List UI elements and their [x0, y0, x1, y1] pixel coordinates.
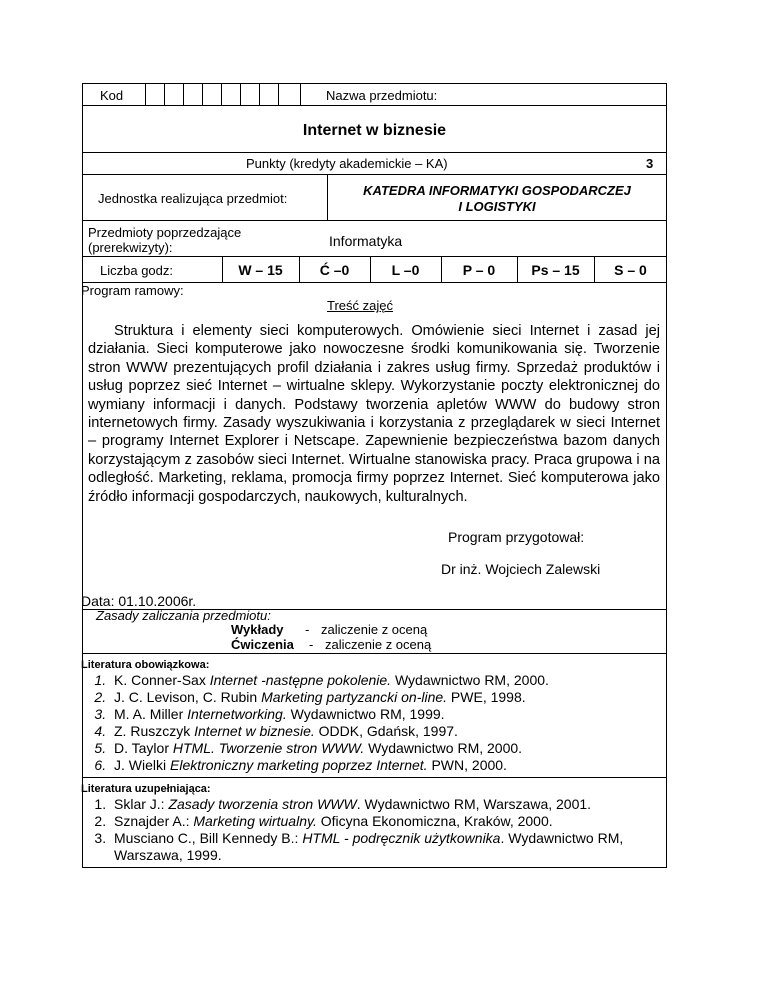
literature-item: 2. J. C. Levison, C. Rubin Marketing partyzancki on-line. PWE, 1998.	[110, 689, 667, 706]
hours-lab: L –0	[391, 262, 420, 278]
code-box-divider	[164, 83, 165, 105]
prerequisites-label-line1: Przedmioty poprzedzające	[88, 225, 242, 240]
grading-lecture-sep: -	[305, 622, 310, 637]
divider	[82, 653, 667, 654]
content-title: Treść zajęć	[327, 298, 393, 313]
date: Data: 01.10.2006r.	[81, 593, 197, 609]
grading-rules-label: Zasady zaliczania przedmiotu:	[96, 608, 271, 623]
course-name-label: Nazwa przedmiotu:	[326, 88, 438, 103]
grading-exercises-sep: -	[309, 637, 314, 652]
code-box-divider	[183, 83, 184, 105]
grading-lecture-name: Wykłady	[231, 622, 284, 637]
prerequisites-value: Informatyka	[329, 233, 403, 249]
required-literature-list	[82, 672, 667, 774]
required-literature-label: Literatura obowiązkowa:	[81, 659, 210, 671]
code-box-divider	[300, 83, 301, 105]
hours-lecture: W – 15	[238, 262, 283, 278]
code-label: Kod	[100, 88, 124, 103]
literature-item: 3. Musciano C., Bill Kennedy B.: HTML - podręcznik użytkownika. Wydawnictwo RM, Warszawa, 1999.	[110, 830, 667, 864]
course-content-paragraph: Struktura i elementy sieci komputerowych. Omówienie sieci Internet i zasad jej działania. Sieci komputerowe jako nowoczesne środki komunikowania się. Tworzenie stron WWW prezentujących profil działania i zakres usług firmy. Sprzedaż produktów i usług poprzez sieć Internet – wirtualne sklepy. Wykorzystanie poczty elektronicznej do wymiany informacji i danych. Podstawy tworzenia apletów WWW do budowy stron internetowych firmy. Zasady wyszukiwania i korzystania z przeglądarek w sieci Internet – programy Internet Explorer i Netscape. Zapewnienie bezpieczeństwa bazom danych korzystającym z zasobów sieci Internet. Wirtualne stanowiska pracy. Praca grupowa i na odległość. Marketing, reklama, promocja firmy poprzez Internet. Sieć komputerowa jako źródło informacji gospodarczych, naukowych, kulturalnych.	[88, 323, 660, 505]
divider	[82, 220, 667, 221]
grading-lecture-value: zaliczenie z oceną	[321, 622, 428, 637]
literature-item: 2. Sznajder A.: Marketing wirtualny. Oficyna Ekonomiczna, Kraków, 2000.	[110, 813, 667, 830]
hours-seminar-ps: Ps – 15	[531, 262, 580, 278]
divider	[82, 777, 667, 778]
supplementary-literature-list	[82, 796, 667, 864]
hours-seminar: S – 0	[614, 262, 647, 278]
prerequisites-label-line2: (prerekwizyty):	[88, 240, 173, 255]
program-label: Program ramowy:	[81, 283, 184, 298]
code-box-divider	[259, 83, 260, 105]
literature-item: 6. J. Wielki Elektroniczny marketing poprzez Internet. PWN, 2000.	[110, 757, 667, 774]
code-box-divider	[221, 83, 222, 105]
literature-item: 5. D. Taylor HTML. Tworzenie stron WWW. Wydawnictwo RM, 2000.	[110, 740, 667, 757]
literature-item: 3. M. A. Miller Internetworking. Wydawnictwo RM, 1999.	[110, 706, 667, 723]
unit-value-line2: I LOGISTYKI	[458, 199, 536, 214]
divider	[82, 105, 667, 106]
course-title: Internet w biznesie	[302, 122, 447, 139]
credits-value: 3	[646, 156, 654, 171]
divider	[82, 256, 667, 257]
unit-value-line1: KATEDRA INFORMATYKI GOSPODARCZEJ	[363, 183, 631, 198]
divider	[82, 174, 667, 175]
literature-item: 1. K. Conner-Sax Internet -następne pokolenie. Wydawnictwo RM, 2000.	[110, 672, 667, 689]
prepared-by-label: Program przygotował:	[448, 529, 585, 545]
code-box-divider	[240, 83, 241, 105]
code-box-divider	[202, 83, 203, 105]
unit-label: Jednostka realizująca przedmiot:	[98, 191, 288, 206]
literature-item: 1. Sklar J.: Zasady tworzenia stron WWW. Wydawnictwo RM, Warszawa, 2001.	[110, 796, 667, 813]
grading-exercises-value: zaliczenie z oceną	[325, 637, 432, 652]
hours-label: Liczba godz:	[100, 263, 173, 278]
credits-label: Punkty (kredyty akademickie – KA)	[246, 156, 448, 171]
author-name: Dr inż. Wojciech Zalewski	[441, 561, 601, 577]
divider	[82, 152, 667, 153]
supplementary-literature-label: Literatura uzupełniająca:	[81, 783, 211, 795]
code-box-divider	[278, 83, 279, 105]
grading-exercises-name: Ćwiczenia	[231, 637, 294, 652]
hours-project: P – 0	[462, 262, 496, 278]
literature-item: 4. Z. Ruszczyk Internet w biznesie. ODDK, Gdańsk, 1997.	[110, 723, 667, 740]
hours-exercises: Ć –0	[319, 262, 350, 278]
code-box-divider	[145, 83, 146, 105]
